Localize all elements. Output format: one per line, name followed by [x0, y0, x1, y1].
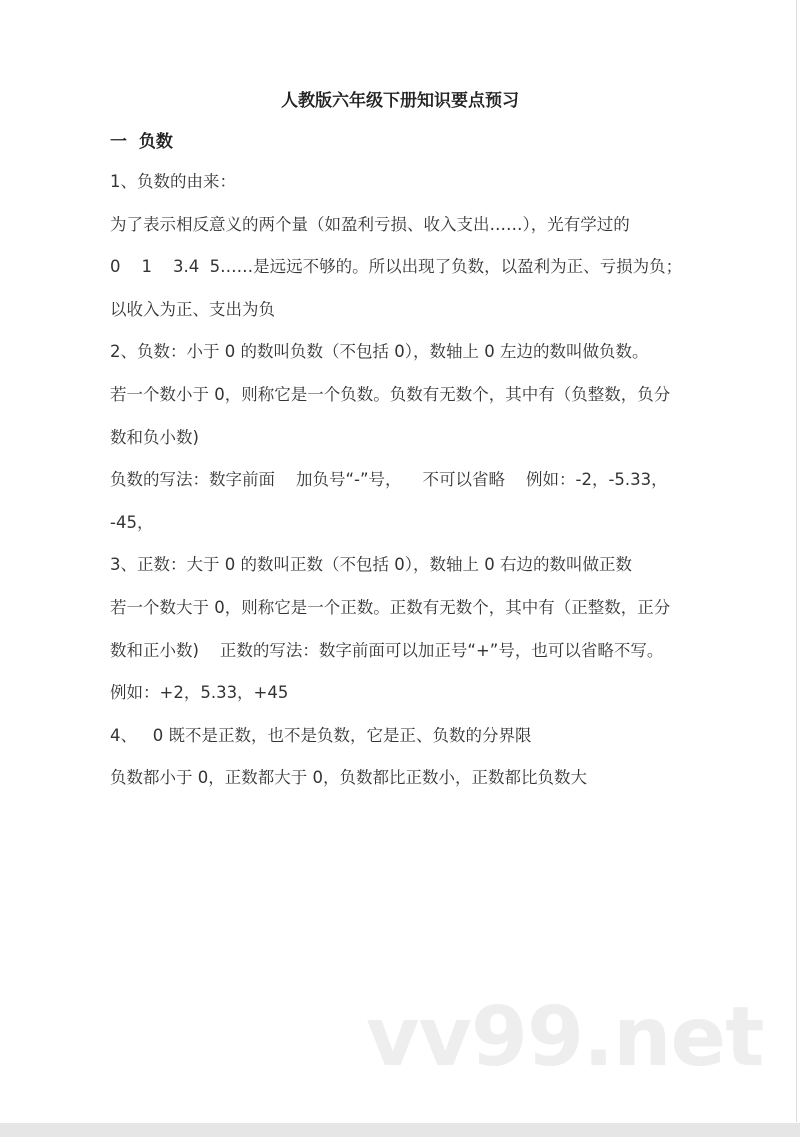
paragraph-line: 数和正小数) 正数的写法：数字前面可以加正号“+”号，也可以省略不写。: [110, 640, 664, 660]
watermark: vv99.net: [366, 990, 764, 1085]
paragraph-line: 以收入为正、支出为负: [110, 299, 275, 319]
paragraph-line: 为了表示相反意义的两个量（如盈利亏损、收入支出……），光有学过的: [110, 214, 630, 234]
page-bottom-edge: [0, 1123, 800, 1137]
paragraph-line: 0 1 3.4 5……是远远不够的。所以出现了负数，以盈利为正、亏损为负；: [110, 257, 683, 277]
paragraph-line: 若一个数小于 0，则称它是一个负数。负数有无数个，其中有（负整数，负分: [110, 385, 671, 404]
paragraph-line: 数和负小数): [110, 427, 199, 447]
paragraph-line: 1、负数的由来：: [110, 172, 236, 191]
paragraph-line: 3、正数：大于 0 的数叫正数（不包括 0），数轴上 0 右边的数叫做正数: [110, 555, 632, 575]
paragraph-line: 若一个数大于 0，则称它是一个正数。正数有无数个，其中有（正整数，正分: [110, 598, 671, 617]
paragraph-line: 负数都小于 0，正数都大于 0，负数都比正数小，正数都比负数大: [110, 768, 587, 788]
paragraph-line: 2、负数：小于 0 的数叫负数（不包括 0），数轴上 0 左边的数叫做负数。: [110, 342, 649, 362]
paragraph-line: -45，: [110, 512, 154, 532]
paragraph-line: 4、 0 既不是正数，也不是负数，它是正、负数的分界限: [110, 725, 532, 745]
section-heading: 一 负数: [110, 132, 173, 152]
paragraph-line: 例如：+2，5.33，+45: [110, 683, 289, 703]
paragraph-line: 负数的写法：数字前面 加负号“-”号， 不可以省略 例如：-2，-5.33，: [110, 470, 668, 490]
document-title: 人教版六年级下册知识要点预习: [281, 91, 519, 111]
